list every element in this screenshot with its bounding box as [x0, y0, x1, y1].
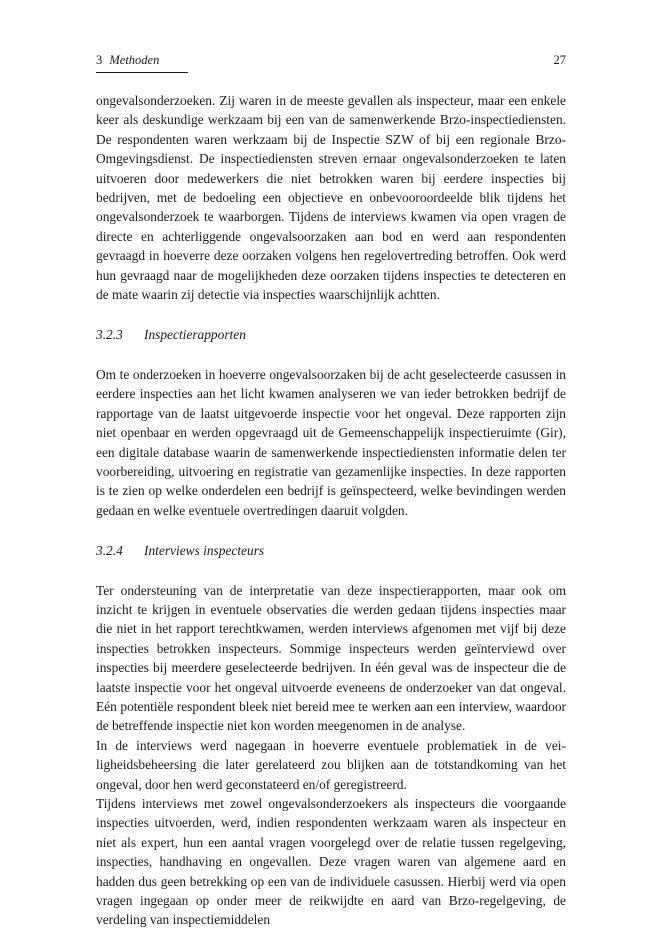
- chapter-number: 3: [96, 53, 103, 67]
- section-number: 3.2.3: [96, 327, 123, 343]
- chapter-title: Methoden: [109, 53, 160, 67]
- running-head: [96, 53, 159, 68]
- body-paragraph: ongevalsonderzoeken. Zij waren in de meeste gevallen als inspecteur, maar een enkele keer als deskundige werkzaam bij een van de samenwerkende Brzo-inspectiediensten. De respondenten waren werkzaam bij de Inspectie SZW of bij een regionale Brzo-Omgevingsdienst. De inspectiediensten streven ernaar ongevalsonderzoeken te laten uitvoeren door medewerkers die niet betrokken waren bij eerdere inspecties bij bedrijven, met de bedoeling een objectieve en onbevooroordeelde blik tijdens het ongevalsonderzoek te waarborgen. Tijdens de interviews kwamen via open vragen de directe en achterliggende ongevalsoorzaken aan bod en werd aan respondenten gevraagd in hoeverre deze oorzaken volgens hen regelovertreding betroffen. Ook werd hun gevraagd naar de mogelijkheden deze oorzaken tijdens inspecties te detecteren en de mate waarin zij detectie via inspecties waarschijnlijk achtten.: [96, 93, 566, 303]
- page-header: [96, 53, 566, 73]
- page-number: 27: [553, 53, 566, 67]
- body-paragraph: In de interviews werd nagegaan in hoeverre eventuele problematiek in de veiligheidsbeheersing die later gerelateerd zou blijken aan de totstandkoming van het ongeval, door hen werd geconstateerd en/of geregistreerd.: [96, 737, 566, 792]
- section-heading-3-2-3: [96, 325, 566, 344]
- body-paragraph: Tijdens interviews met zowel ongevalsonderzoekers als inspecteurs die voorgaande inspecties uitvoerden, werd, indien respondenten werkzaam waren als inspecteur en niet als expert, hun een aantal vragen voorgelegd over de relatie tussen regelgeving, inspecties, handhaving en ongevallen. Deze vragen waren van algemene aard en hadden dus geen betrekking op een van de individuele casussen. Hierbij werd via open vragen ingegaan op onder meer de reikwijdte en aard van Brzo-regelgeving, de verdeling van inspectiemiddelen: [96, 796, 566, 928]
- section-title: Inspectierapporten: [144, 327, 246, 343]
- section-heading-3-2-4: [96, 541, 566, 560]
- page-body: [96, 91, 566, 930]
- section-number: 3.2.4: [96, 543, 123, 559]
- body-paragraph: Om te onderzoeken in hoeverre ongevalsoorzaken bij de acht geselecteerde casussen in eerdere inspecties aan het licht kwamen analyseren we van ieder betrokken bedrijf de rapportage van de laatst uitgevoerde inspectie voor het ongeval. Deze rapporten zijn niet openbaar en werden opgevraagd uit de Gemeenschappelijk inspectieruimte (Gir), een digitale database waarin de samenwerkende inspectiediensten informatie delen ter voorbereiding, uitvoering en registratie van gezamenlijke inspecties. In deze rapporten is te zien op welke onderdelen een bedrijf is geïnspecteerd, welke bevindingen werden gedaan en welke eventuele overtredingen daaruit volgden.: [96, 366, 566, 518]
- body-paragraph: Ter ondersteuning van de interpretatie van deze inspectierapporten, maar ook om inzicht te krijgen in eventuele observaties die werden gedaan tijdens inspecties maar die niet in het rapport terechtkwamen, werden interviews afgenomen met vijf bij deze inspecties betrokken inspecteurs. Sommige inspecteurs werden geïnterviewd over inspecties bij meerdere geselecteerde bedrijven. In één geval was de inspecteur die de laatste inspectie voor het ongeval uitvoerde eveneens de onderzoeker van dat ongeval. Eén potentiële respondent bleek niet bereid mee te werken aan een interview, waardoor de betreffende inspectie niet kon worden meegenomen in de analyse.: [96, 582, 566, 734]
- header-rule: [96, 72, 188, 73]
- section-title: Interviews inspecteurs: [144, 543, 265, 559]
